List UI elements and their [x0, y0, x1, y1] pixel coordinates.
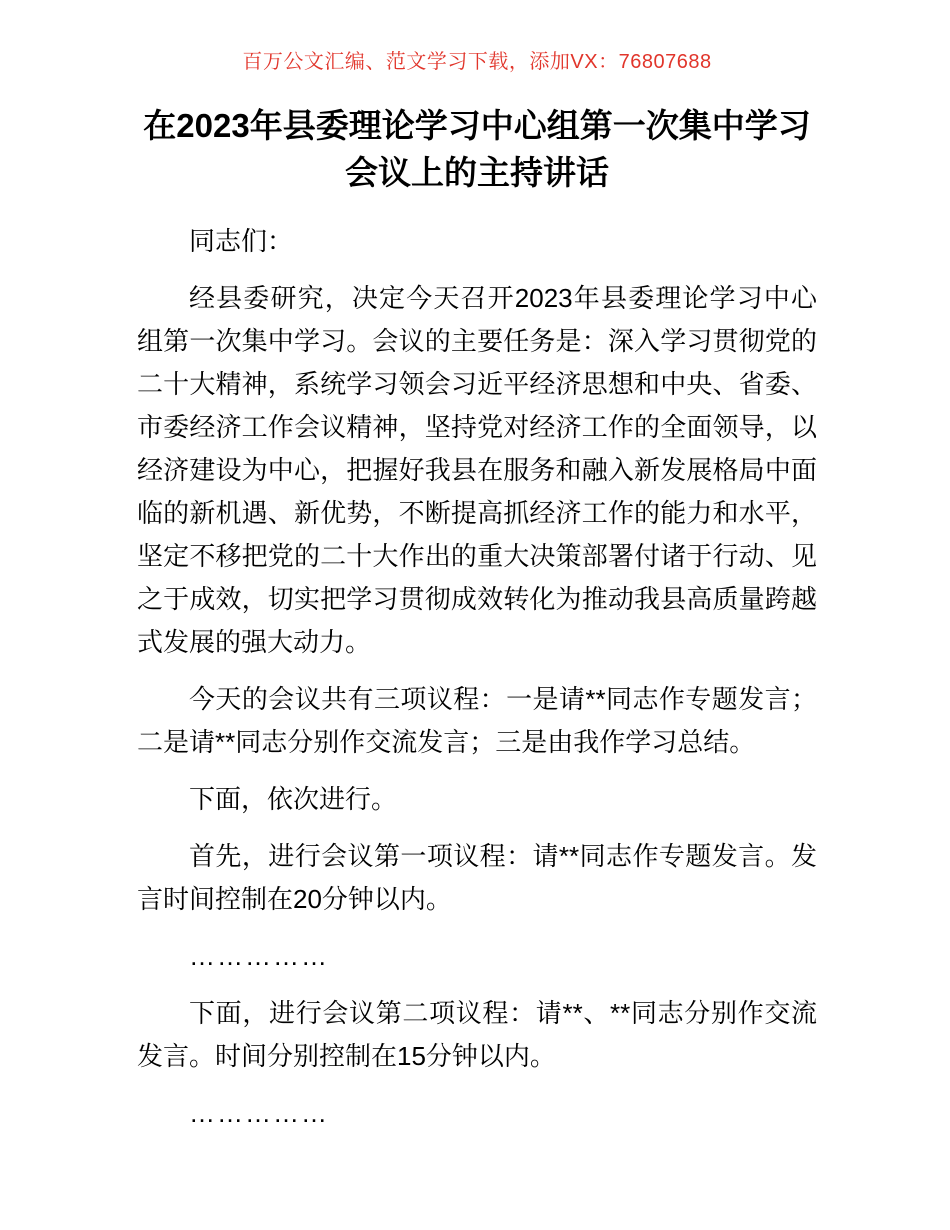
second-agenda-item-paragraph: 下面，进行会议第二项议程：请**、**同志分别作交流发言。时间分别控制在15分钟以内。 — [137, 998, 817, 1071]
document-title — [137, 102, 817, 196]
agenda-paragraph: 今天的会议共有三项议程：一是请**同志作专题发言；二是请**同志分别作交流发言；三是由我作学习总结。 — [137, 684, 817, 757]
document-title-line-2: 会议上的主持讲话 — [345, 154, 609, 191]
document-body — [137, 220, 817, 1135]
watermark-banner: 百万公文汇编、范文学习下载，添加VX：76807688 — [242, 51, 712, 73]
salutation-paragraph: 同志们： — [189, 226, 294, 256]
ellipsis-placeholder-line: …………… — [189, 1098, 329, 1128]
ellipsis-placeholder-line: …………… — [189, 941, 329, 971]
document-title-line-1: 在2023年县委理论学习中心组第一次集中学习 — [143, 107, 811, 144]
transition-paragraph: 下面，依次进行。 — [189, 784, 398, 814]
opening-paragraph: 经县委研究，决定今天召开2023年县委理论学习中心组第一次集中学习。会议的主要任务是：深入学习贯彻党的二十大精神，系统学习领会习近平经济思想和中央、省委、市委经济工作会议精神，坚持党对经济工作的全面领导，以经济建设为中心，把握好我县在服务和融入新发展格局中面临的新机遇、新优势，不断提高抓经济工作的能力和水平，坚定不移把党的二十大作出的重大决策部署付诸于行动、见之于成效，切实把学习贯彻成效转化为推动我县高质量跨越式发展的强大动力。 — [137, 283, 817, 657]
first-agenda-item-paragraph: 首先，进行会议第一项议程：请**同志作专题发言。发言时间控制在20分钟以内。 — [137, 841, 817, 914]
